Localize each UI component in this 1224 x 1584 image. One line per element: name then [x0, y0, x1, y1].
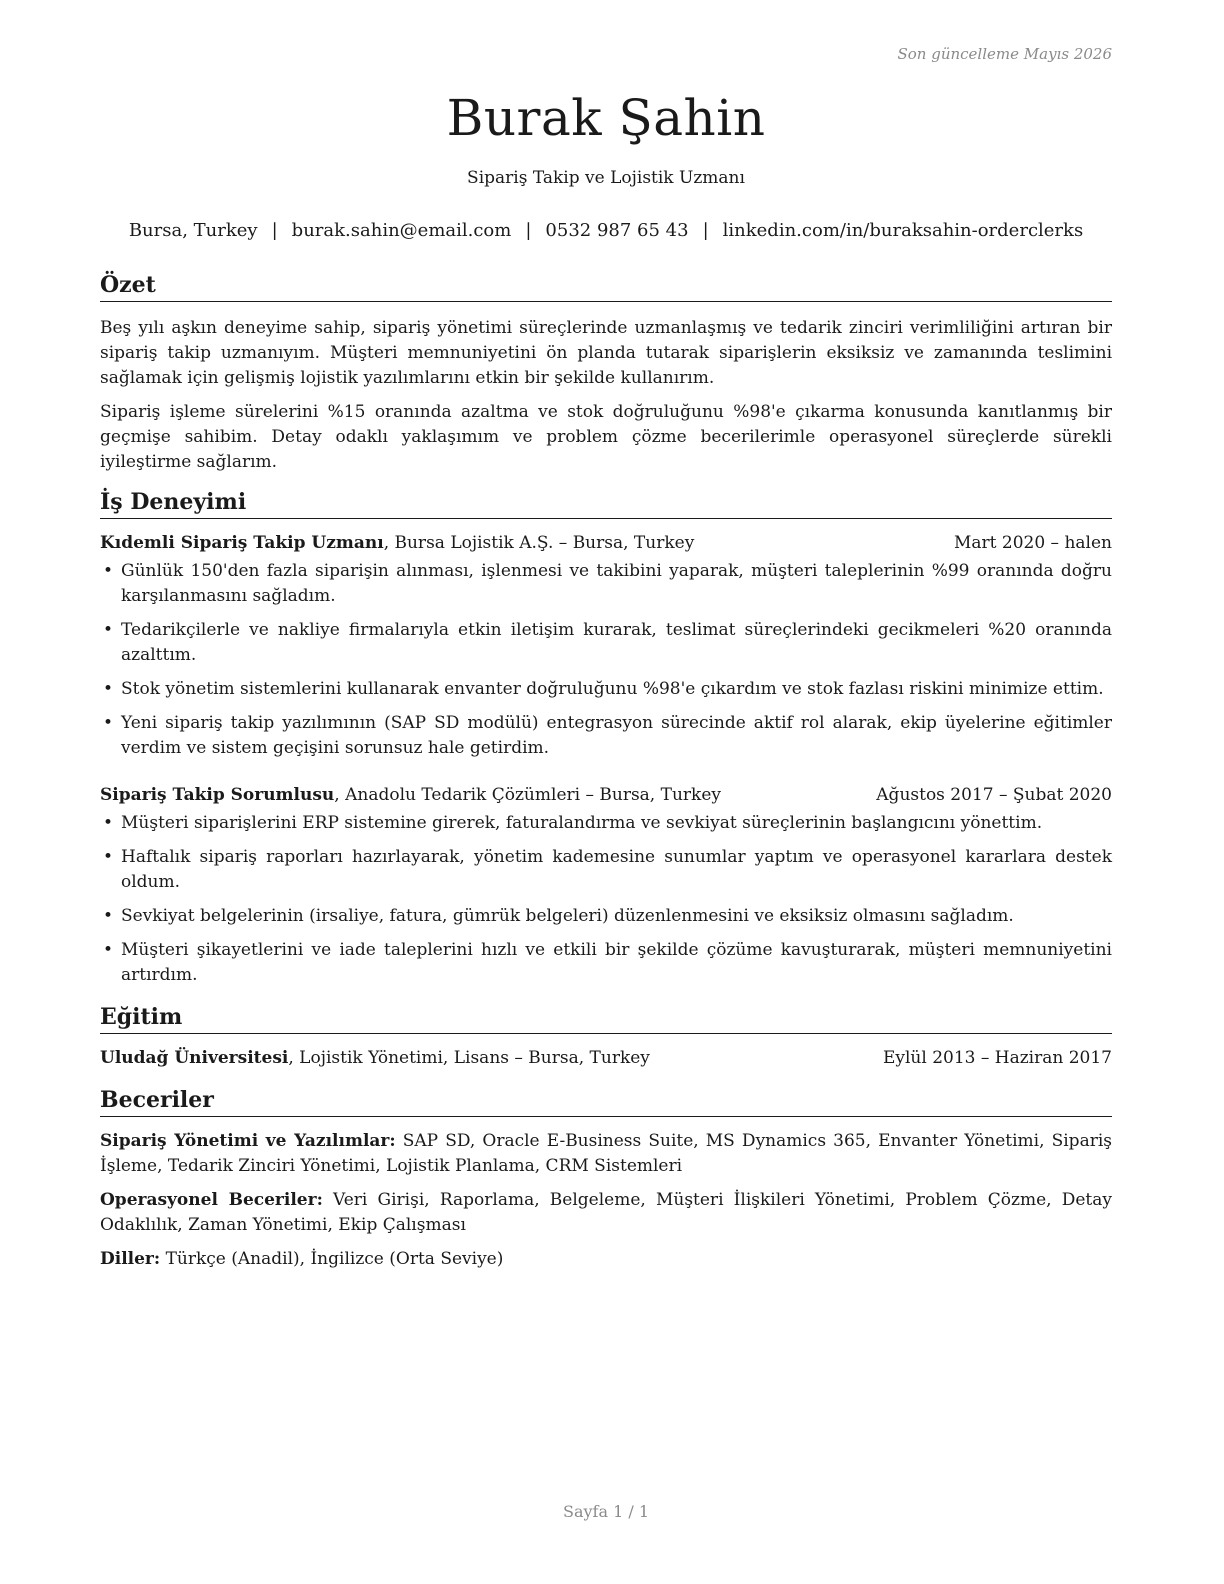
contact-separator: |: [525, 220, 532, 241]
skills-section: [100, 1085, 1112, 1272]
job-header: [100, 531, 1112, 556]
skill-group-text: Veri Girişi, Raporlama, Belgeleme, Müşteri İlişkileri Yönetimi, Problem Çözme, Detay Odaklılık, Zaman Yönetimi, Ekip Çalışması: [100, 1190, 1112, 1235]
job-dates: Ağustos 2017 – Şubat 2020: [876, 785, 1112, 805]
experience-section: [100, 487, 1112, 988]
education-school-details: [100, 1046, 650, 1071]
resume-page: [100, 0, 1112, 1584]
bullet-text: Tedarikçilerle ve nakliye firmalarıyla etkin iletişim kurarak, teslimat süreçlerindeki gecikmeleri %20 oranında azalttım.: [121, 620, 1112, 665]
contact-location: Bursa, Turkey: [128, 220, 258, 241]
bullet-text: Haftalık sipariş raporları hazırlayarak, yönetim kademesine sunumlar yaptım ve operasyonel kararlara destek oldum.: [121, 847, 1112, 892]
job-bullets: [100, 811, 1112, 988]
job-role: Kıdemli Sipariş Takip Uzmanı: [100, 533, 384, 553]
contact-linkedin[interactable]: linkedin.com/in/buraksahin-orderclerks: [722, 220, 1084, 241]
bullet-icon: •: [103, 620, 114, 640]
contact-separator: |: [271, 220, 278, 241]
last-updated-note: Son güncelleme Mayıs 2026: [897, 45, 1112, 63]
skill-group: [100, 1129, 1112, 1179]
list-item: [100, 677, 1112, 702]
bullet-text: Müşteri siparişlerini ERP sistemine girerek, faturalandırma ve sevkiyat süreçlerinin başlangıcını yönettim.: [121, 813, 1043, 833]
bullet-icon: •: [103, 679, 114, 699]
list-item: [100, 618, 1112, 668]
list-item: [100, 811, 1112, 836]
list-item: [100, 711, 1112, 761]
candidate-name: Burak Şahin: [446, 89, 766, 147]
summary-paragraph: Beş yılı aşkın deneyime sahip, sipariş yönetimi süreçlerinde uzmanlaşmış ve tedarik zinciri verimliliğini artıran bir sipariş takip uzmanıyım. Müşteri memnuniyetini ön planda tutarak siparişlerin eksiksiz ve zamanında teslimini sağlamak için gelişmiş lojistik yazılımlarını etkin bir şekilde kullanırım.: [100, 318, 1112, 388]
skill-group-label: Operasyonel Beceriler:: [100, 1190, 323, 1210]
summary-paragraph: Sipariş işleme sürelerini %15 oranında azaltma ve stok doğruluğunu %98'e çıkarma konusunda kanıtlanmış bir geçmişe sahibim. Detay odaklı yaklaşımım ve problem çözme becerilerimle operasyonel süreçlerde sürekli iyileştirme sağlarım.: [100, 402, 1112, 472]
education-heading: Eğitim: [100, 1002, 1112, 1034]
list-item: [100, 559, 1112, 609]
job-title: Sipariş Takip ve Lojistik Uzmanı: [467, 168, 745, 188]
summary-heading: Özet: [100, 270, 1112, 302]
bullet-icon: •: [103, 713, 114, 733]
education-entry: [100, 1046, 1112, 1071]
skill-group: [100, 1188, 1112, 1238]
list-item: [100, 938, 1112, 988]
bullet-icon: •: [103, 561, 114, 581]
education-dates: Eylül 2013 – Haziran 2017: [882, 1048, 1112, 1068]
skill-group-text: SAP SD, Oracle E-Business Suite, MS Dynamics 365, Envanter Yönetimi, Sipariş İşleme, Tedarik Zinciri Yönetimi, Lojistik Planlama, CRM Sistemleri: [100, 1131, 1112, 1176]
bullet-icon: •: [103, 940, 114, 960]
contact-separator: |: [702, 220, 709, 241]
bullet-icon: •: [103, 847, 114, 867]
bullet-text: Stok yönetim sistemlerini kullanarak envanter doğruluğunu %98'e çıkardım ve stok fazlası riskini minimize ettim.: [121, 679, 1104, 699]
job-entry: [100, 531, 1112, 761]
experience-heading: İş Deneyimi: [100, 487, 1112, 519]
education-school: Uludağ Üniversitesi: [100, 1048, 289, 1068]
bullet-text: Müşteri şikayetlerini ve iade taleplerini hızlı ve etkili bir şekilde çözüme kavuşturarak, müşteri memnuniyetini artırdım.: [121, 940, 1112, 985]
bullet-text: Günlük 150'den fazla siparişin alınması, işlenmesi ve takibini yaparak, müşteri taleplerinin %99 oranında doğru karşılanmasını sağladım.: [121, 561, 1112, 606]
education-section: [100, 1002, 1112, 1071]
page-number: Sayfa 1 / 1: [562, 1502, 649, 1521]
bullet-text: Sevkiyat belgelerinin (irsaliye, fatura, gümrük belgeleri) düzenlenmesini ve eksiksiz olmasını sağladım.: [121, 906, 1014, 926]
contact-phone: 0532 987 65 43: [545, 220, 689, 241]
job-organization: , Anadolu Tedarik Çözümleri – Bursa, Turkey: [334, 785, 721, 805]
skill-group-label: Diller:: [100, 1249, 161, 1269]
job-entry: [100, 783, 1112, 988]
skill-group: [100, 1247, 1112, 1272]
resume-content: [100, 270, 1112, 1272]
summary-section: [100, 270, 1112, 475]
job-organization: , Bursa Lojistik A.Ş. – Bursa, Turkey: [383, 533, 695, 553]
bullet-text: Yeni sipariş takip yazılımının (SAP SD modülü) entegrasyon sürecinde aktif rol alarak, ekip üyelerine eğitimler verdim ve sistem geçişini sorunsuz hale getirdim.: [121, 713, 1112, 758]
contact-email[interactable]: burak.sahin@email.com: [291, 220, 512, 241]
job-dates: Mart 2020 – halen: [953, 533, 1112, 553]
job-role: Sipariş Takip Sorumlusu: [100, 785, 335, 805]
skill-group-text: Türkçe (Anadil), İngilizce (Orta Seviye): [160, 1249, 504, 1269]
job-role-org: [100, 783, 721, 808]
bullet-icon: •: [103, 906, 114, 926]
list-item: [100, 845, 1112, 895]
bullet-icon: •: [103, 813, 114, 833]
job-role-org: [100, 531, 694, 556]
skill-group-label: Sipariş Yönetimi ve Yazılımlar:: [100, 1131, 396, 1151]
job-bullets: [100, 559, 1112, 761]
job-header: [100, 783, 1112, 808]
contact-line: [100, 220, 1112, 241]
skills-heading: Beceriler: [100, 1085, 1112, 1117]
education-details: , Lojistik Yönetimi, Lisans – Bursa, Turkey: [288, 1048, 650, 1068]
list-item: [100, 904, 1112, 929]
